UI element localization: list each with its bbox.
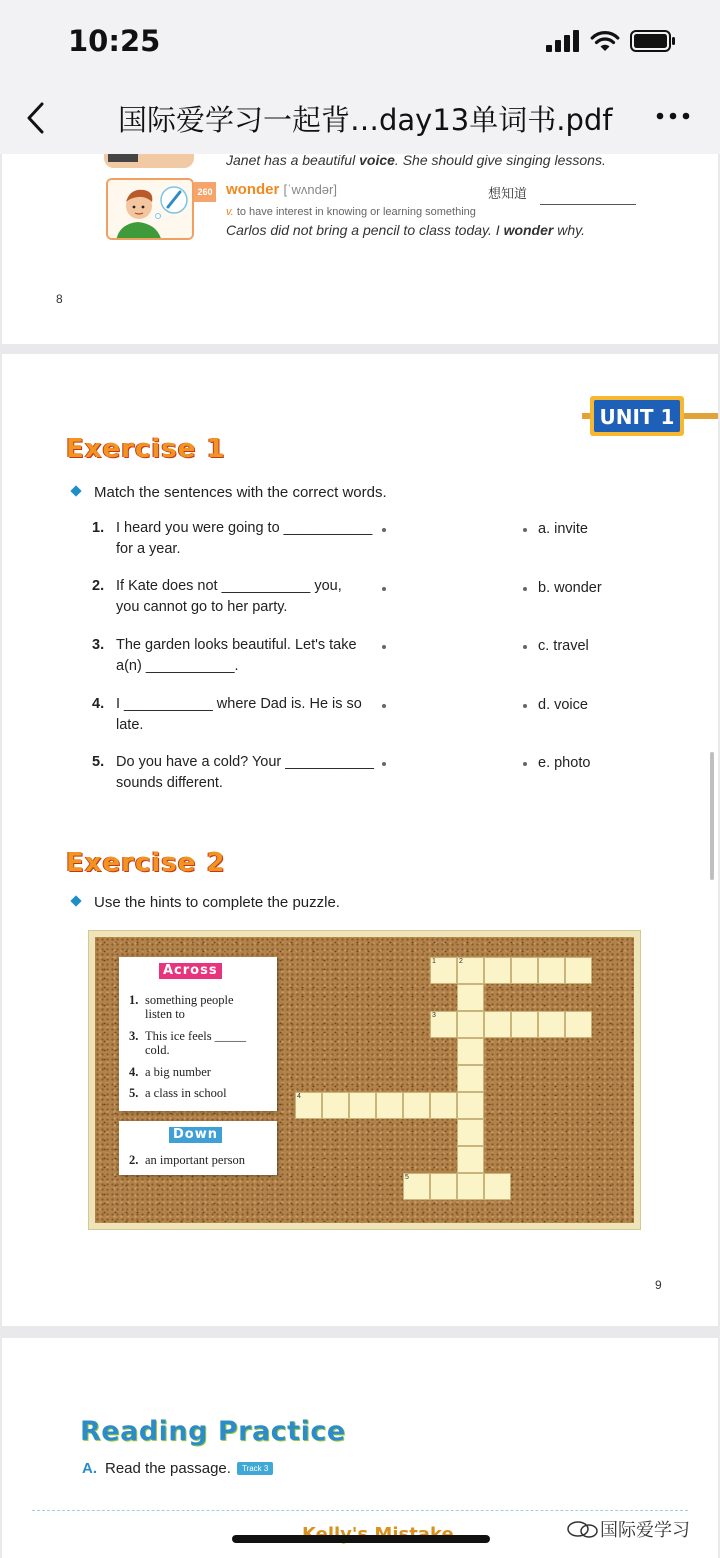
question-4: 4. I ___________ where Dad is. He is so late. [92, 696, 362, 733]
crossword-cell-number: 1 [432, 958, 436, 965]
match-dot-left-5[interactable] [382, 762, 386, 766]
entry-number-badge: 260 [194, 182, 216, 202]
crossword-cell[interactable] [430, 1011, 457, 1038]
home-indicator[interactable] [232, 1535, 490, 1543]
crossword-cell-number: 2 [459, 958, 463, 965]
audio-track-badge[interactable]: Track 3 [237, 1462, 273, 1475]
question-2: 2. If Kate does not ___________ you, you cannot go to her party. [92, 578, 342, 615]
match-dot-right-c[interactable] [523, 645, 527, 649]
page-number: 9 [655, 1278, 662, 1292]
previous-entry-example: Janet has a beautiful voice. She should give singing lessons. [226, 154, 606, 168]
wechat-icon [566, 1520, 600, 1538]
crossword-cell[interactable] [457, 1173, 484, 1200]
option-d: d. voice [538, 697, 588, 713]
question-1: 1. I heard you were going to ___________ for a year. [92, 520, 373, 557]
entry-example: Carlos did not bring a pencil to class today. I wonder why. [226, 222, 585, 238]
exercise-2-instruction: Use the hints to complete the puzzle. [72, 894, 340, 911]
crossword-cell[interactable] [403, 1173, 430, 1200]
headword: wonder [ˈwʌndər] [226, 181, 337, 198]
match-dot-left-2[interactable] [382, 587, 386, 591]
crossword-cell-number: 4 [297, 1093, 301, 1100]
chevron-left-icon [20, 98, 56, 138]
option-b: b. wonder [538, 580, 602, 596]
reading-instruction: A. Read the passage. Track 3 [82, 1460, 273, 1477]
phonetic: [ˈwʌndər] [283, 182, 337, 197]
crossword-cell[interactable] [538, 1011, 565, 1038]
crossword-cell[interactable] [538, 957, 565, 984]
option-c: c. travel [538, 638, 589, 654]
unit-label: UNIT 1 [599, 405, 675, 429]
crossword-cell[interactable] [349, 1092, 376, 1119]
crossword-cell-number: 5 [405, 1174, 409, 1181]
watermark: 国际爱学习 [566, 1516, 690, 1542]
unit-banner [582, 392, 718, 440]
pdf-page-9 [2, 354, 718, 1326]
down-title: Down [169, 1127, 222, 1143]
signal-icon [546, 30, 580, 52]
across-hint-4: 4. a big number [129, 1065, 211, 1079]
across-hint-5: 5. a class in school [129, 1086, 227, 1100]
ellipsis-icon [656, 106, 690, 126]
crossword-cell[interactable] [457, 1146, 484, 1173]
crossword-cell[interactable] [430, 1092, 457, 1119]
status-bar [0, 0, 720, 80]
previous-entry-image [104, 154, 194, 168]
match-dot-left-4[interactable] [382, 704, 386, 708]
document-title: 国际爱学习一起背…day13单词书.pdf [118, 103, 613, 137]
crossword-cell[interactable] [430, 957, 457, 984]
status-time: 10:25 [68, 24, 161, 58]
down-hint-2: 2. an important person [129, 1153, 245, 1167]
exercise-1-title: Exercise 1 [66, 434, 226, 464]
diamond-bullet-icon [70, 485, 81, 496]
crossword-cell[interactable] [457, 984, 484, 1011]
crossword-cell[interactable] [295, 1092, 322, 1119]
scroll-indicator[interactable] [710, 752, 714, 880]
crossword-cell[interactable] [511, 957, 538, 984]
match-dot-right-b[interactable] [523, 587, 527, 591]
crossword-cell[interactable] [376, 1092, 403, 1119]
question-3: 3. The garden looks beautiful. Let's take a(n) ___________. [92, 637, 357, 674]
crossword-cell-number: 3 [432, 1012, 436, 1019]
across-hint-1: 1. something people listen to [129, 993, 234, 1021]
option-a: a. invite [538, 521, 588, 537]
crossword-cell[interactable] [457, 1119, 484, 1146]
crossword-cell[interactable] [511, 1011, 538, 1038]
crossword-cell[interactable] [484, 1011, 511, 1038]
match-dot-left-3[interactable] [382, 645, 386, 649]
pdf-page-8 [2, 154, 718, 344]
match-dot-right-d[interactable] [523, 704, 527, 708]
crossword-cell[interactable] [457, 957, 484, 984]
crossword-cell[interactable] [403, 1092, 430, 1119]
nav-bar [0, 80, 720, 154]
crossword-cell[interactable] [457, 1092, 484, 1119]
option-e: e. photo [538, 755, 591, 771]
crossword-cell[interactable] [484, 1173, 511, 1200]
crossword-cell[interactable] [322, 1092, 349, 1119]
page-number: 8 [56, 292, 63, 306]
crossword-cell[interactable] [457, 1038, 484, 1065]
across-title: Across [159, 963, 222, 979]
reading-practice-title: Reading Practice [80, 1416, 346, 1447]
match-dot-left-1[interactable] [382, 528, 386, 532]
crossword-corkboard [89, 931, 640, 1229]
crossword-cell[interactable] [457, 1065, 484, 1092]
definition: v. to have interest in knowing or learning something [226, 206, 476, 218]
crossword-cell[interactable] [565, 1011, 592, 1038]
across-hints-card [119, 957, 277, 1111]
crossword-cell[interactable] [565, 957, 592, 984]
match-dot-right-a[interactable] [523, 528, 527, 532]
divider [32, 1510, 688, 1511]
crossword-cell[interactable] [430, 1173, 457, 1200]
status-icons [546, 30, 676, 52]
back-button[interactable] [20, 98, 56, 138]
battery-icon [630, 30, 676, 52]
boy-thinking-icon [108, 180, 194, 240]
exercise-2-title: Exercise 2 [66, 848, 226, 878]
wifi-icon [590, 30, 620, 52]
more-options-button[interactable] [656, 106, 690, 126]
exercise-1-instruction: Match the sentences with the correct words. [72, 484, 387, 501]
down-hints-card [119, 1121, 277, 1175]
diamond-bullet-icon [70, 895, 81, 906]
match-dot-right-e[interactable] [523, 762, 527, 766]
across-hint-3: 3. This ice feels _____ cold. [129, 1029, 247, 1057]
crossword-cell[interactable] [484, 957, 511, 984]
wonder-illustration [106, 178, 194, 240]
crossword-cell[interactable] [457, 1011, 484, 1038]
answer-line[interactable] [540, 204, 636, 205]
question-5: 5. Do you have a cold? Your ___________ sounds different. [92, 754, 374, 791]
chinese-meaning-note: 想知道 [488, 186, 528, 201]
